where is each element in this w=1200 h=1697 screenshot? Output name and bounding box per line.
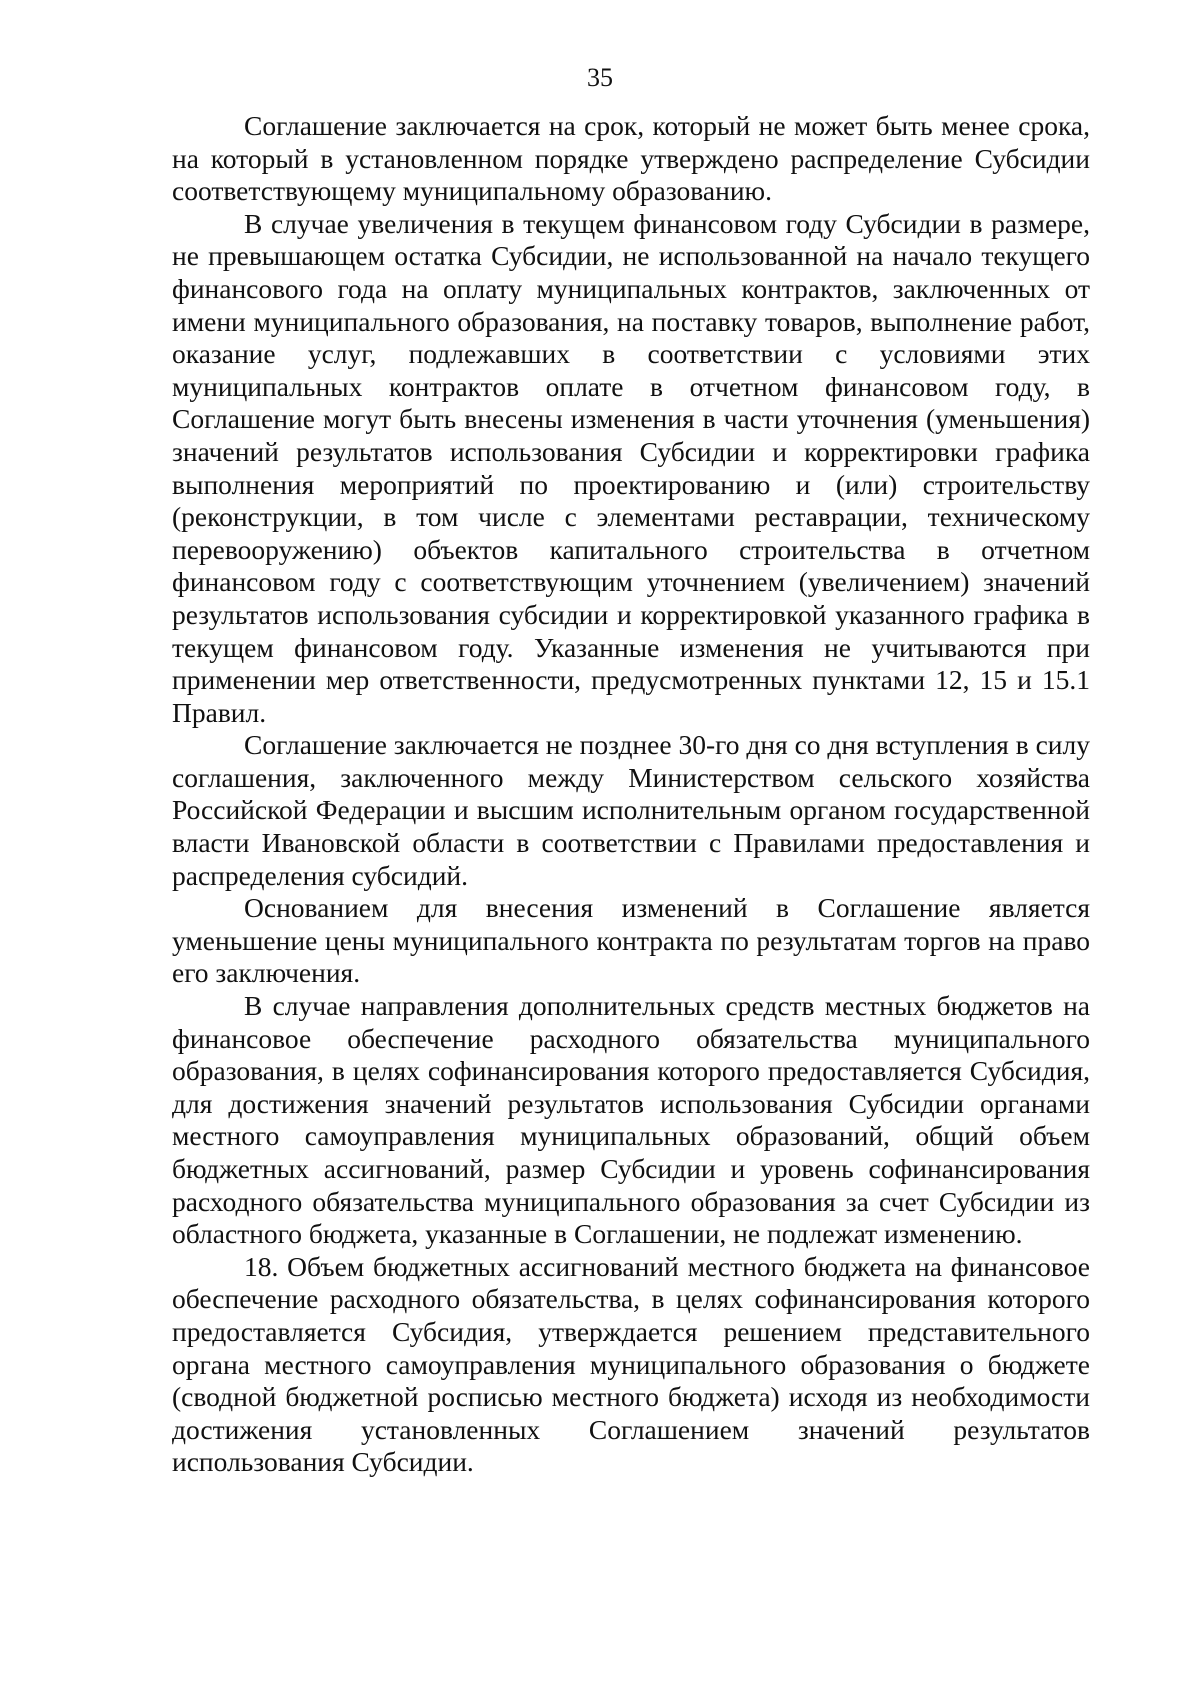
paragraph-additional-funds: В случае направления дополнительных средств местных бюджетов на финансовое обеспечение расходного обязательства муниципального образования, в целях софинансирования которого предоставляется Субсидия, для достижения значений результатов использования Субсидии органами местного самоуправления муниципальных образований, общий объем бюджетных ассигнований, размер Субсидии и уровень софинансирования расходного обязательства муниципального образования за счет Субсидии из областного бюджета, указанные в Соглашении, не подлежат изменению.	[172, 990, 1090, 1250]
body-text	[172, 110, 1090, 1479]
paragraph-item-18: 18. Объем бюджетных ассигнований местного бюджета на финансовое обеспечение расходного обязательства, в целях софинансирования которого предоставляется Субсидия, утверждается решением представительного органа местного самоуправления муниципального образования о бюджете (сводной бюджетной росписью местного бюджета) исходя из необходимости достижения установленных Соглашением значений результатов использования Субсидии.	[172, 1250, 1090, 1478]
paragraph-amendment-basis: Основанием для внесения изменений в Соглашение является уменьшение цены муниципального контракта по результатам торгов на право его заключения.	[172, 892, 1090, 989]
paragraph-agreement-deadline: Соглашение заключается не позднее 30-го дня со дня вступления в силу соглашения, заключенного между Министерством сельского хозяйства Российской Федерации и высшим исполнительным органом государственной власти Ивановской области в соответствии с Правилами предоставления и распределения субсидий.	[172, 729, 1090, 891]
page-number: 35	[587, 63, 613, 92]
paragraph-agreement-term: Соглашение заключается на срок, который не может быть менее срока, на который в установленном порядке утверждено распределение Субсидии соответствующему муниципальному образованию.	[172, 110, 1090, 207]
paragraph-subsidy-increase: В случае увеличения в текущем финансовом году Субсидии в размере, не превышающем остатка Субсидии, не использованной на начало текущего финансового года на оплату муниципальных контрактов, заключенных от имени муниципального образования, на поставку товаров, выполнение работ, оказание услуг, подлежавших в соответствии с условиями этих муниципальных контрактов оплате в отчетном финансовом году, в Соглашение могут быть внесены изменения в части уточнения (уменьшения) значений результатов использования Субсидии и корректировки графика выполнения мероприятий по проектированию и (или) строительству (реконструкции, в том числе с элементами реставрации, техническому перевооружению) объектов капитального строительства в отчетном финансовом году с соответствующим уточнением (увеличением) значений результатов использования субсидии и корректировкой указанного графика в текущем финансовом году. Указанные изменения не учитываются при применении мер ответственности, предусмотренных пунктами 12, 15 и 15.1 Правил.	[172, 207, 1090, 728]
